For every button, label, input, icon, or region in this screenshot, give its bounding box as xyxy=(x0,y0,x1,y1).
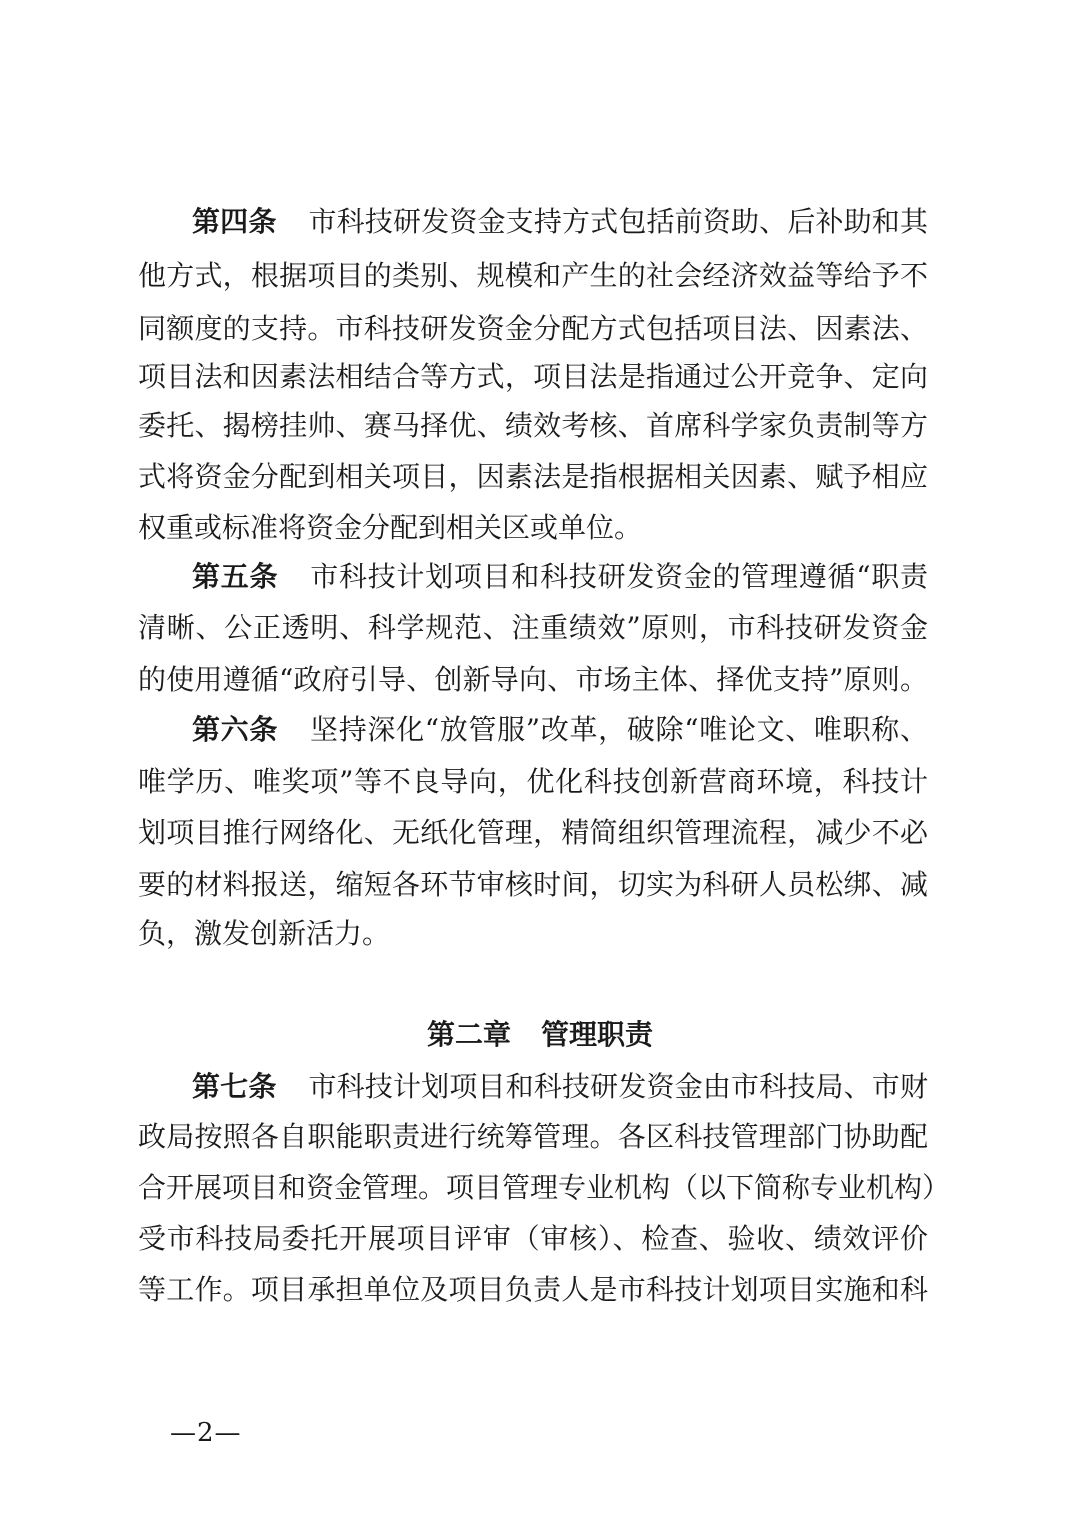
article-5-text: 市科技计划项目和科技研发资金的管理遵循“职责 xyxy=(310,560,928,593)
article-6-text: 坚持深化“放管服”改革，破除“唯论文、唯职称、 xyxy=(310,713,928,746)
article-4-line-1 xyxy=(192,202,928,242)
article-7-text: 市科技计划项目和科技研发资金由市科技局、市财 xyxy=(308,1070,928,1103)
chapter-title: 管理职责 xyxy=(541,1018,654,1051)
article-7-line-1 xyxy=(192,1067,928,1107)
article-4-line-5: 委托、揭榜挂帅、赛马择优、绩效考核、首席科学家负责制等方 xyxy=(138,409,928,442)
article-7-line-2: 政局按照各自职能职责进行统筹管理。各区科技管理部门协助配 xyxy=(138,1120,928,1153)
chapter-number: 第二章 xyxy=(426,1018,511,1051)
article-7-line-4: 受市科技局委托开展项目评审（审核）、检查、验收、绩效评价 xyxy=(138,1222,928,1255)
article-5-line-3: 的使用遵循“政府引导、创新导向、市场主体、择优支持”原则。 xyxy=(138,663,928,696)
article-7-line-5: 等工作。项目承担单位及项目负责人是市科技计划项目实施和科 xyxy=(138,1273,928,1306)
article-5-line-2: 清晰、公正透明、科学规范、注重绩效”原则，市科技研发资金 xyxy=(138,611,928,644)
article-6-line-5: 负，激发创新活力。 xyxy=(138,917,391,950)
article-6-line-2: 唯学历、唯奖项”等不良导向，优化科技创新营商环境，科技计 xyxy=(138,765,928,798)
article-4-line-3: 同额度的支持。市科技研发资金分配方式包括项目法、因素法、 xyxy=(138,312,928,345)
chapter-heading xyxy=(0,1015,1080,1055)
article-6-line-1 xyxy=(192,710,928,750)
article-7-label: 第七条 xyxy=(192,1070,277,1103)
article-5-line-1 xyxy=(192,557,928,597)
page-number: —2— xyxy=(170,1418,242,1448)
article-6-line-3: 划项目推行网络化、无纸化管理，精简组织管理流程，减少不必 xyxy=(138,816,928,849)
article-6-label: 第六条 xyxy=(192,713,279,746)
article-4-line-4: 项目法和因素法相结合等方式，项目法是指通过公开竞争、定向 xyxy=(138,360,928,393)
article-4-label: 第四条 xyxy=(192,205,277,238)
article-4-text: 市科技研发资金支持方式包括前资助、后补助和其 xyxy=(308,205,928,238)
article-5-label: 第五条 xyxy=(192,560,279,593)
article-6-line-4: 要的材料报送，缩短各环节审核时间，切实为科研人员松绑、减 xyxy=(138,868,928,901)
article-4-line-2: 他方式，根据项目的类别、规模和产生的社会经济效益等给予不 xyxy=(138,259,928,292)
article-7-line-3: 合开展项目和资金管理。项目管理专业机构（以下简称专业机构） xyxy=(138,1171,951,1204)
article-4-line-7: 权重或标准将资金分配到相关区或单位。 xyxy=(138,511,643,544)
article-4-line-6: 式将资金分配到相关项目，因素法是指根据相关因素、赋予相应 xyxy=(138,460,928,493)
